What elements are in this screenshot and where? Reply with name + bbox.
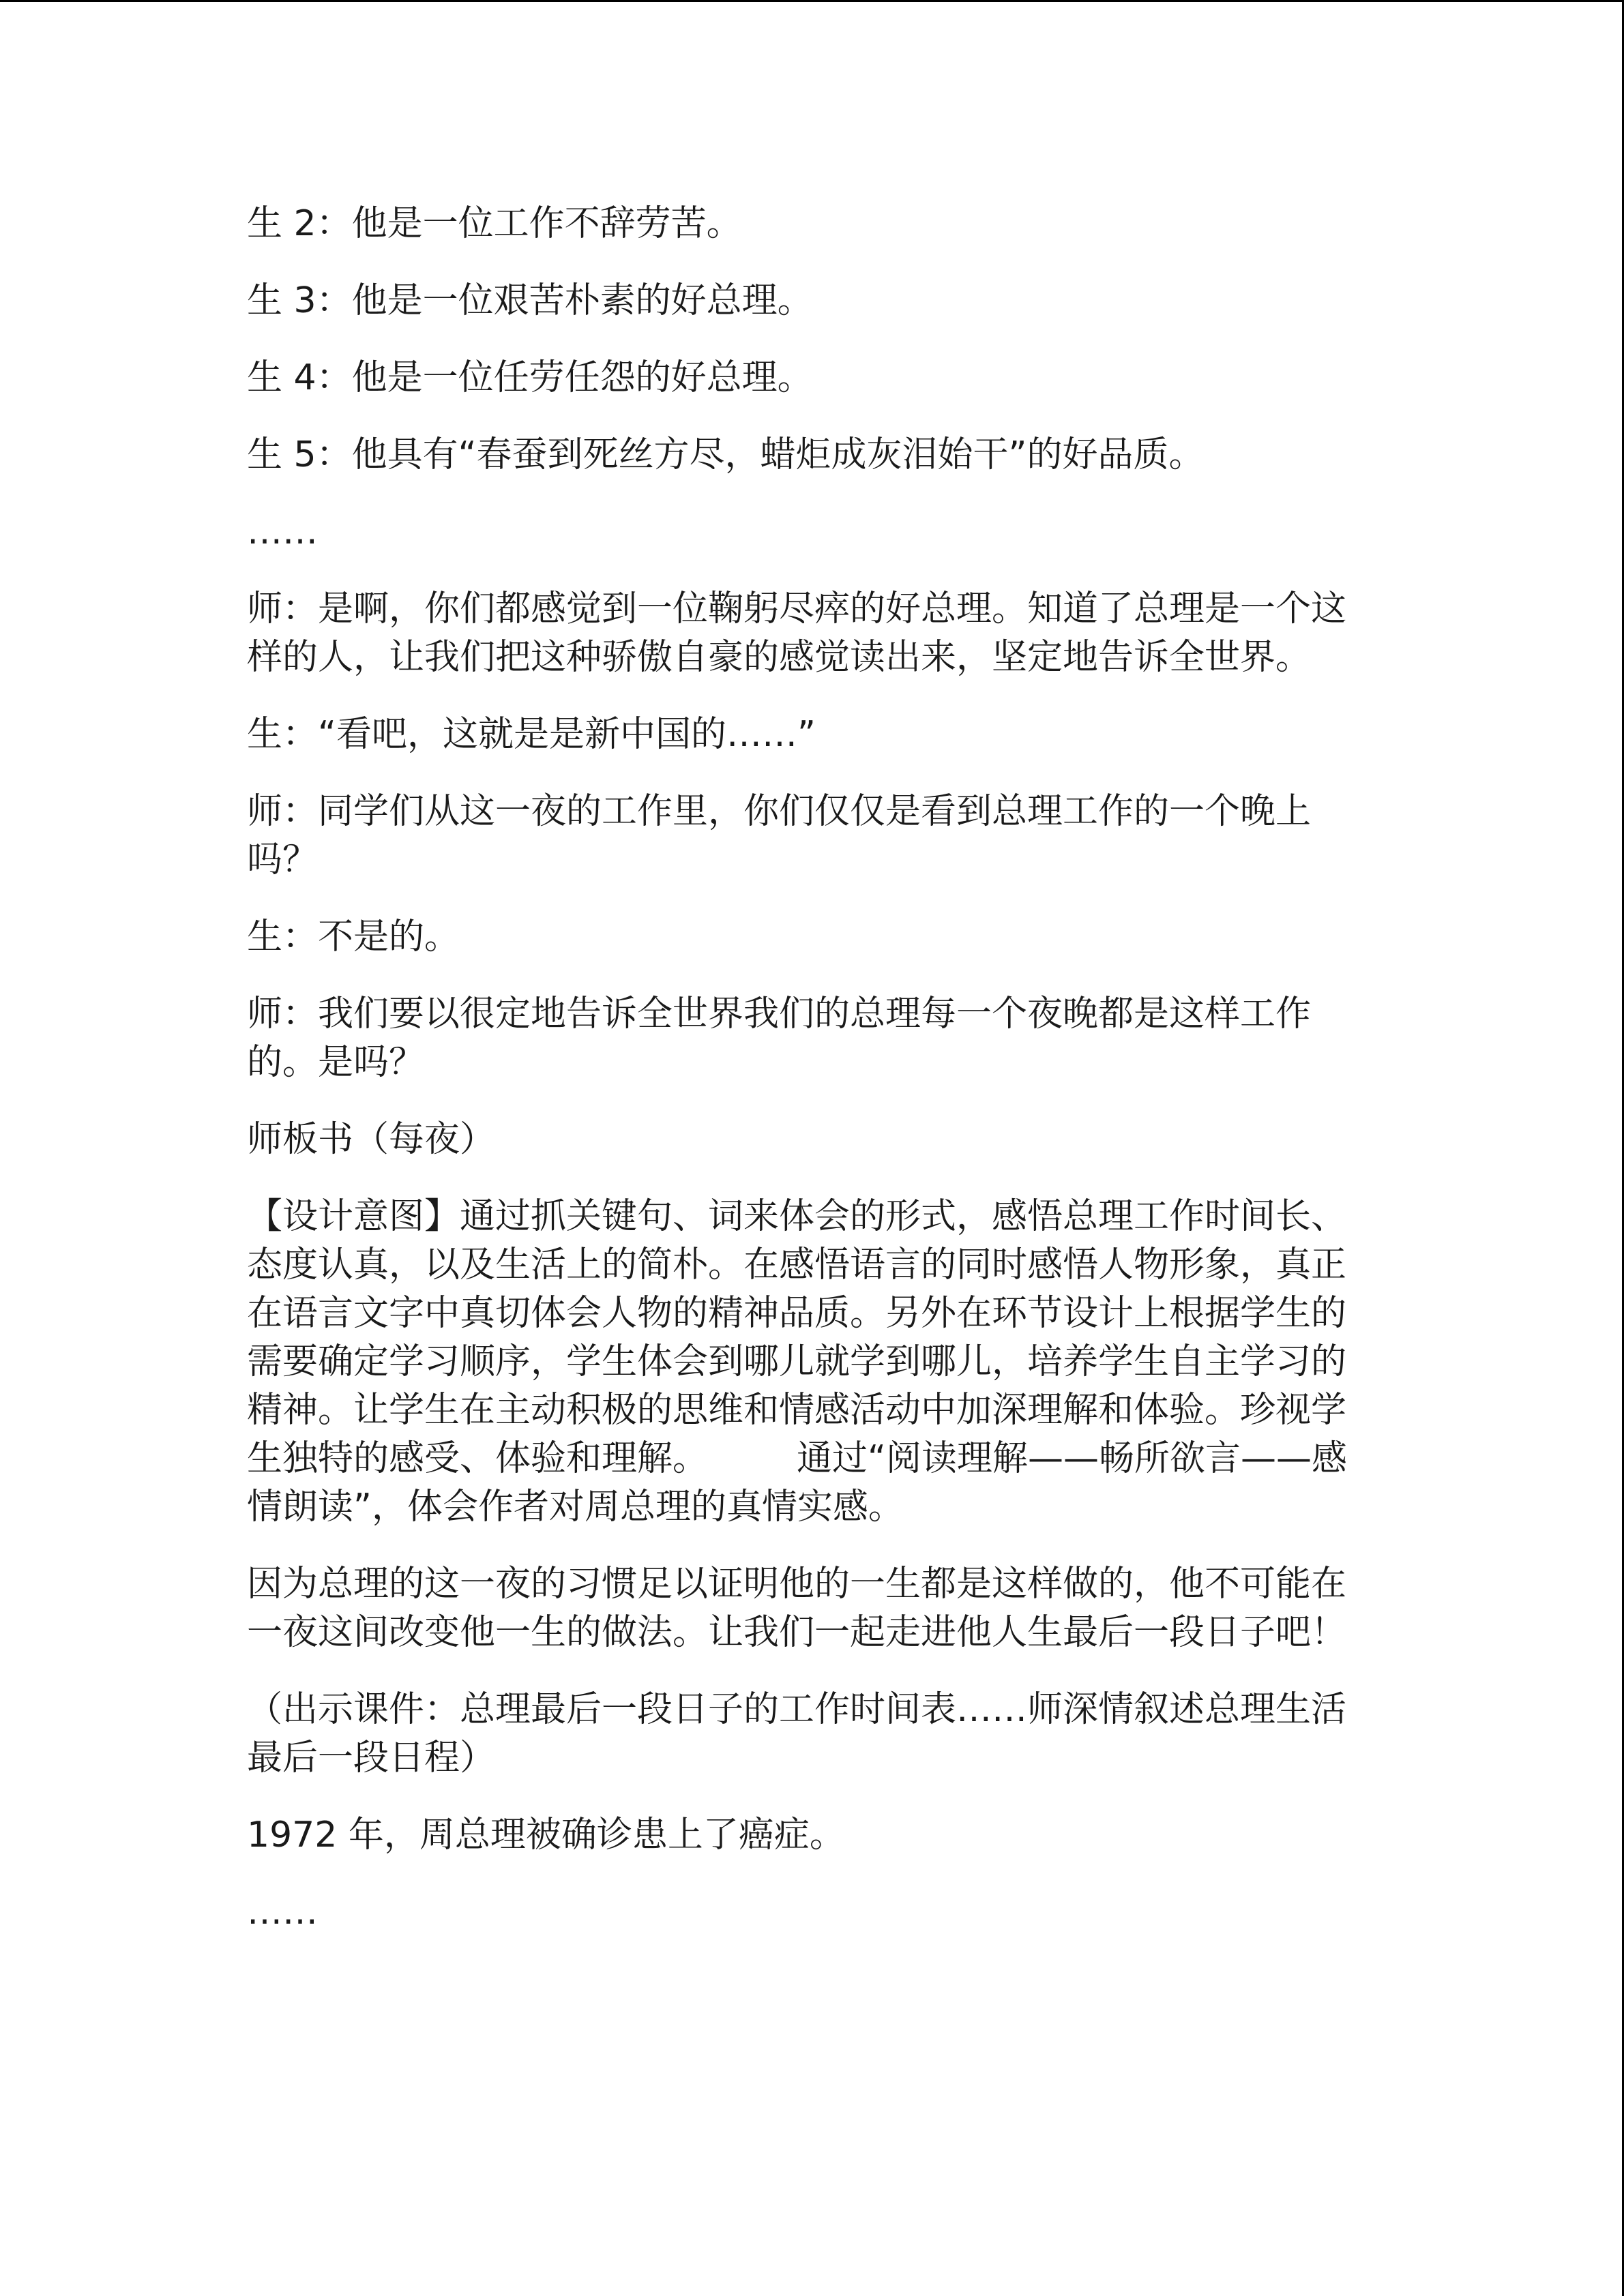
- paragraph-student-reply-2: 生：不是的。: [247, 916, 460, 957]
- paragraph-year-1972: 1972 年，周总理被确诊患上了癌症。: [247, 1815, 845, 1855]
- paragraph-courseware-note: （出示课件：总理最后一段日子的工作时间表……师深情叙述总理生活最后一段日程）: [247, 1689, 1347, 1778]
- paragraph-transition: 因为总理的这一夜的习惯足以证明他的一生都是这样做的，他不可能在一夜这间改变他一生的做法。让我们一起走进他人生最后一段日子吧！: [247, 1564, 1347, 1653]
- paragraph-teacher-1: 师：是啊，你们都感觉到一位鞠躬尽瘁的好总理。知道了总理是一个这样的人，让我们把这种骄傲自豪的感觉读出来，坚定地告诉全世界。: [247, 588, 1347, 678]
- paragraph-teacher-2: 师：同学们从这一夜的工作里，你们仅仅是看到总理工作的一个晚上吗？: [247, 791, 1312, 880]
- paragraph-ellipsis-2: ……: [247, 1892, 318, 1933]
- document-body: [247, 200, 1379, 1965]
- paragraph-student-4: 生 4：他是一位任劳任怨的好总理。: [247, 357, 813, 398]
- paragraph-student-3: 生 3：他是一位艰苦朴素的好总理。: [247, 280, 813, 321]
- paragraph-teacher-3: 师：我们要以很定地告诉全世界我们的总理每一个夜晚都是这样工作的。是吗？: [247, 994, 1312, 1083]
- paragraph-board-note: 师板书（每夜）: [247, 1119, 496, 1160]
- paragraph-design-intent: 【设计意图】通过抓关键句、词来体会的形式，感悟总理工作时间长、态度认真，以及生活上的简朴。在感悟语言的同时感悟人物形象，真正在语言文字中真切体会人物的精神品质。另外在环节设计上根据学生的需要确定学习顺序，学生体会到哪儿就学到哪儿，培养学生自主学习的精神。让学生在主动积极的思维和情感活动中加深理解和体验。珍视学生独特的感受、体验和理解。 通过“阅读理解——畅所欲言——感情朗读”，体会作者对周总理的真情实感。: [247, 1196, 1347, 1527]
- paragraph-ellipsis-1: ……: [247, 511, 318, 552]
- paragraph-student-2: 生 2：他是一位工作不辞劳苦。: [247, 203, 742, 244]
- paragraph-student-reply-1: 生：“看吧，这就是是新中国的……”: [247, 714, 816, 755]
- paragraph-student-5: 生 5：他具有“春蚕到死丝方尽，蜡炬成灰泪始干”的好品质。: [247, 434, 1205, 475]
